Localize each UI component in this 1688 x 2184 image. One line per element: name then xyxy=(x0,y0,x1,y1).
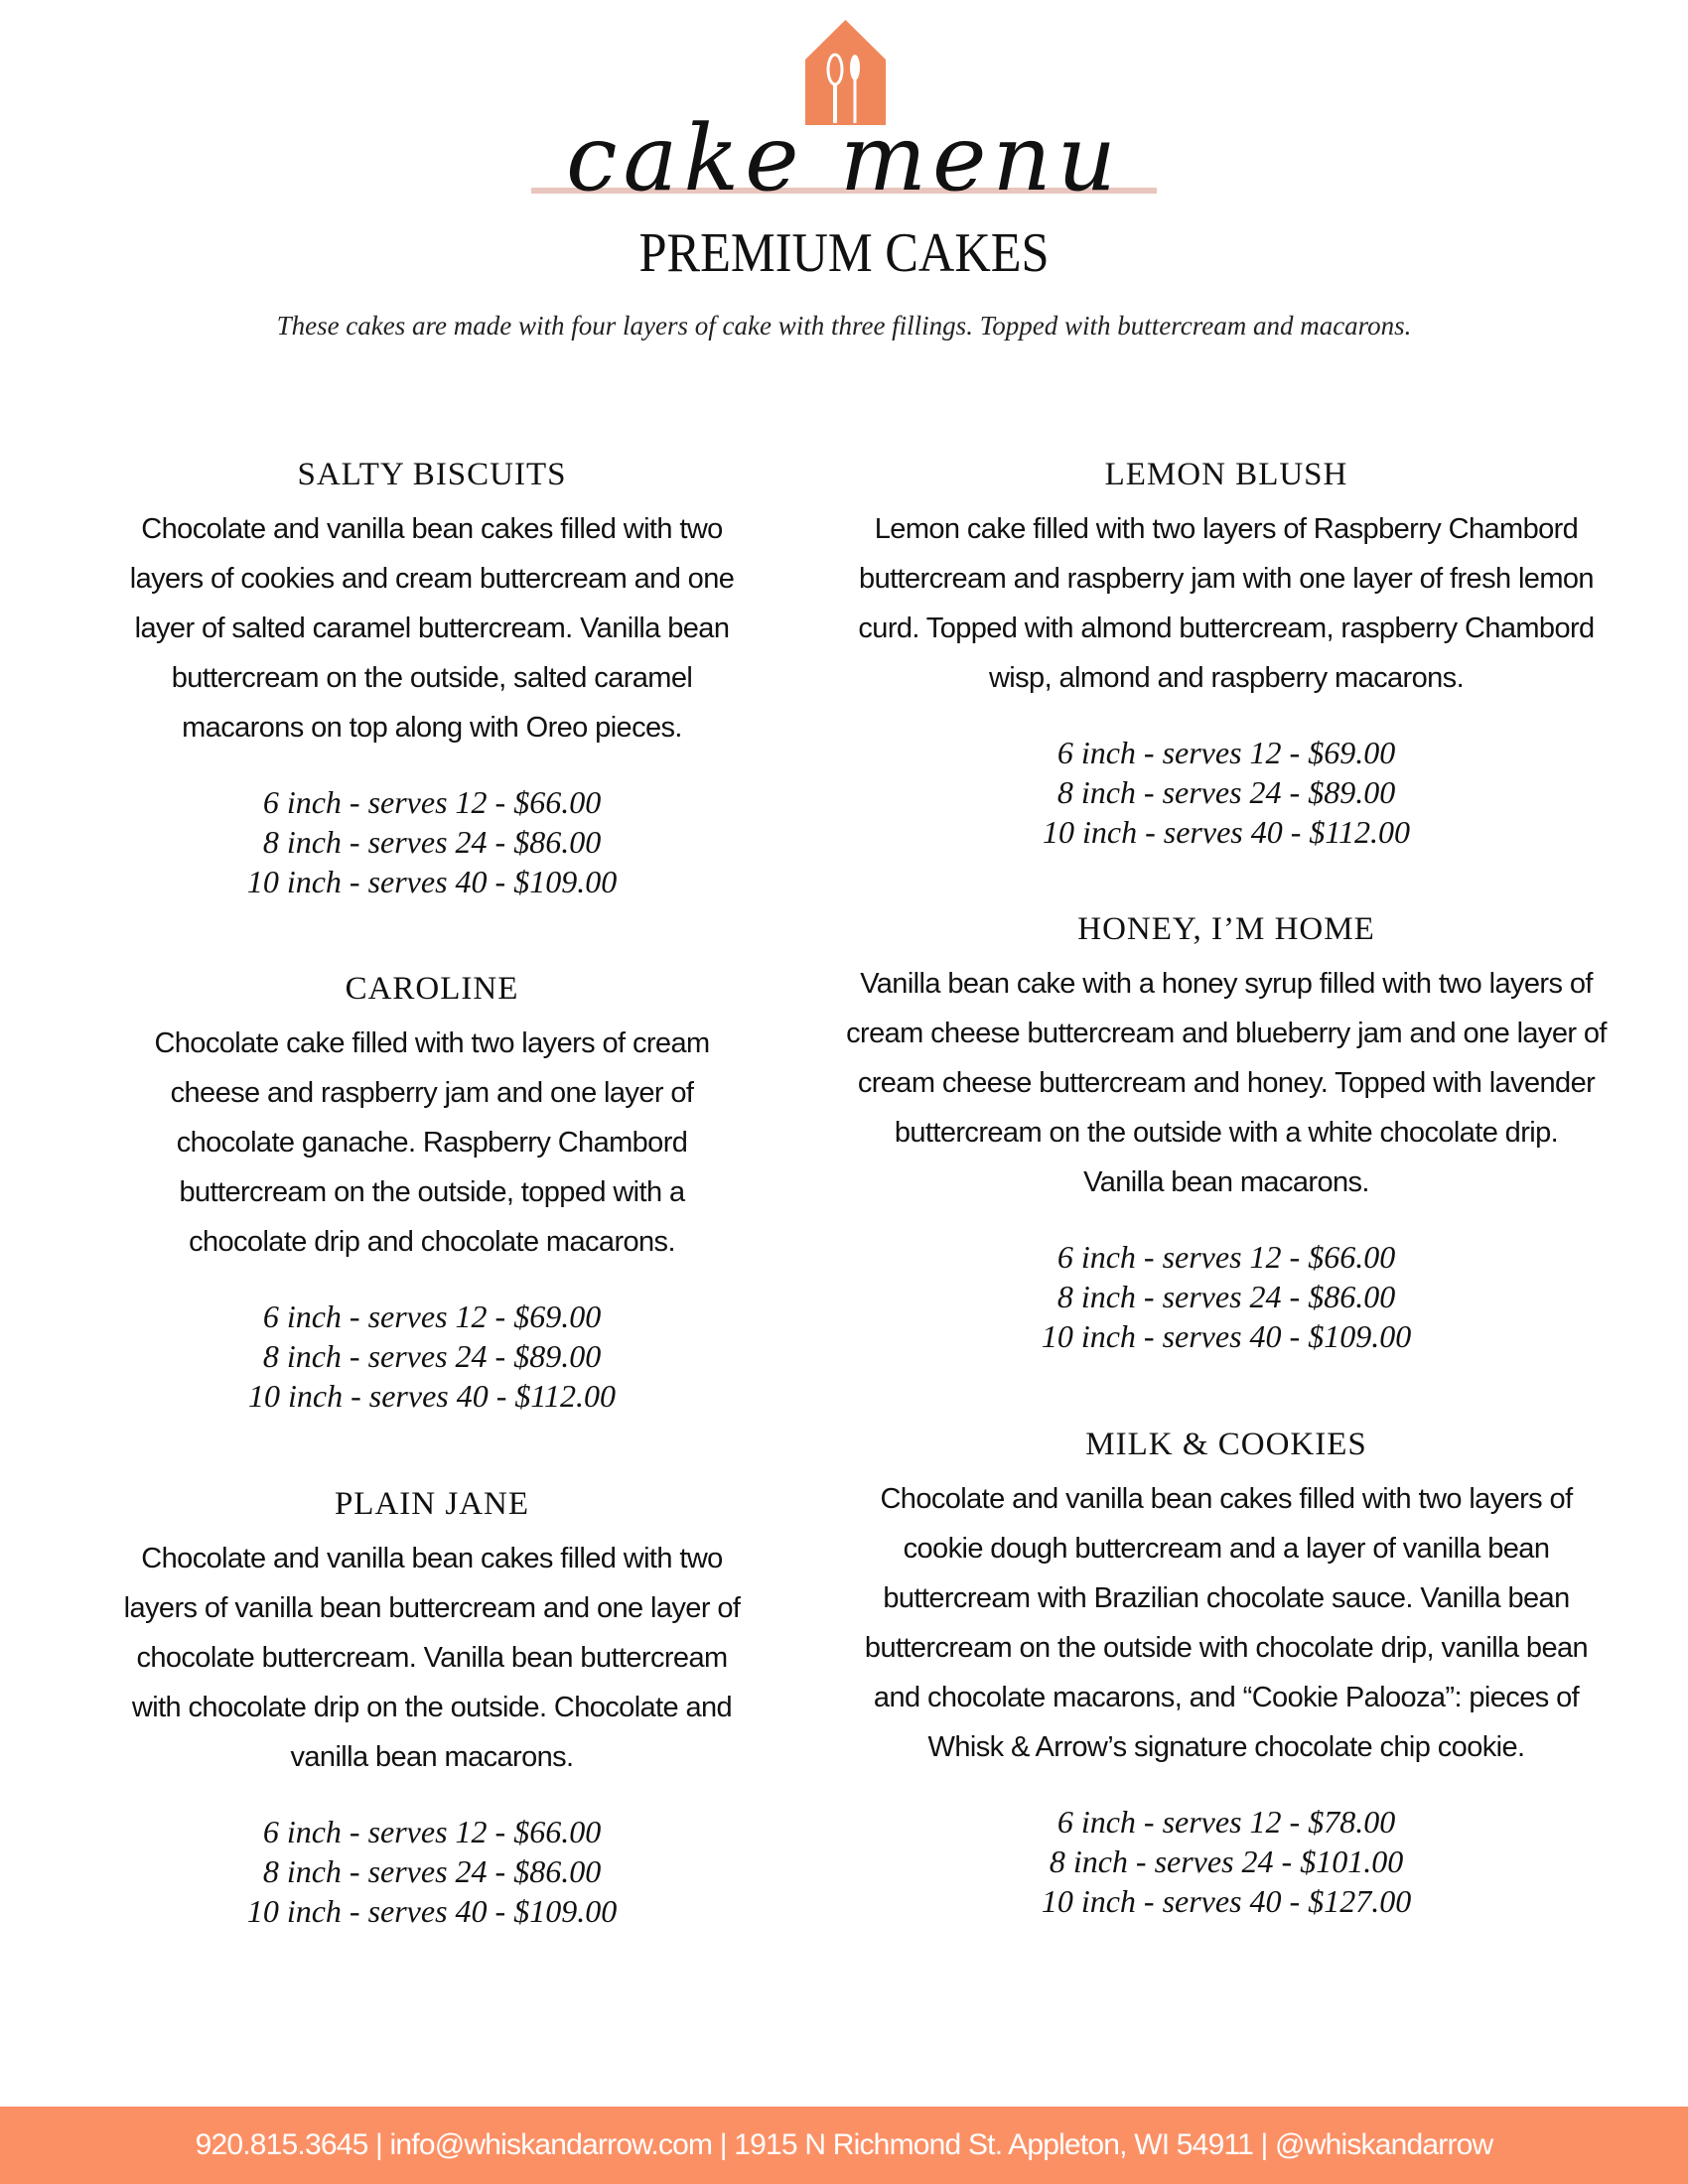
price-item: 6 inch - serves 12 - $69.00 xyxy=(1056,735,1396,770)
price-item: 8 inch - serves 24 - $86.00 xyxy=(262,1853,602,1889)
price-item: 6 inch - serves 12 - $69.00 xyxy=(262,1298,602,1334)
cake-description xyxy=(829,504,1623,703)
description-line: curd. Topped with almond buttercream, raspberry Chambord xyxy=(858,613,1595,644)
price-list xyxy=(829,1237,1623,1356)
description-line: cheese and raspberry jam and one layer of xyxy=(170,1077,694,1109)
description-line: layer of salted caramel buttercream. Vanilla bean xyxy=(134,613,730,644)
cake-lemon-blush xyxy=(829,453,1623,852)
cake-description xyxy=(829,1474,1623,1772)
price-item: 8 inch - serves 24 - $89.00 xyxy=(262,1338,602,1374)
price-list xyxy=(829,733,1623,852)
cake-name: MILK & COOKIES xyxy=(1085,1427,1367,1462)
description-line: Chocolate and vanilla bean cakes filled with two xyxy=(141,1543,723,1574)
description-line: cream cheese buttercream and honey. Topped with lavender xyxy=(857,1067,1596,1099)
description-line: with chocolate drip on the outside. Chocolate and xyxy=(131,1692,733,1723)
price-list xyxy=(35,782,829,901)
cake-name: CAROLINE xyxy=(345,971,519,1007)
cake-description xyxy=(35,504,829,752)
script-title: cake menu xyxy=(566,105,1122,211)
price-list xyxy=(35,1812,829,1931)
price-item: 10 inch - serves 40 - $109.00 xyxy=(246,864,618,899)
description-line: Chocolate cake filled with two layers of cream xyxy=(154,1027,710,1059)
price-item: 10 inch - serves 40 - $109.00 xyxy=(246,1893,618,1929)
price-item: 8 inch - serves 24 - $86.00 xyxy=(262,824,602,860)
description-line: layers of cookies and cream buttercream and one xyxy=(129,563,735,595)
cake-description xyxy=(35,1534,829,1782)
description-line: buttercream on the outside, topped with a xyxy=(179,1176,685,1208)
price-item: 10 inch - serves 40 - $109.00 xyxy=(1041,1318,1412,1354)
description-line: wisp, almond and raspberry macarons. xyxy=(988,662,1465,694)
cake-honey-im-home xyxy=(829,907,1623,1356)
description-line: buttercream on the outside with a white chocolate drip. xyxy=(894,1117,1559,1149)
description-line: Chocolate and vanilla bean cakes filled with two layers of xyxy=(880,1483,1573,1515)
price-item: 8 inch - serves 24 - $101.00 xyxy=(1049,1843,1404,1879)
price-item: 6 inch - serves 12 - $78.00 xyxy=(1056,1804,1396,1840)
description-line: macarons on top along with Oreo pieces. xyxy=(182,712,682,744)
description-line: chocolate drip and chocolate macarons. xyxy=(189,1226,675,1258)
description-line: buttercream with Brazilian chocolate sauce. Vanilla bean xyxy=(883,1582,1570,1614)
price-item: 6 inch - serves 12 - $66.00 xyxy=(262,1814,602,1849)
description-line: buttercream on the outside, salted caramel xyxy=(171,662,693,694)
description-line: Vanilla bean macarons. xyxy=(1083,1166,1369,1198)
description-line: and chocolate macarons, and “Cookie Palooza”: pieces of xyxy=(873,1682,1580,1713)
description-line: cookie dough buttercream and a layer of vanilla bean xyxy=(903,1533,1550,1565)
description-line: Lemon cake filled with two layers of Raspberry Chambord xyxy=(874,513,1579,545)
description-line: chocolate buttercream. Vanilla bean buttercream xyxy=(136,1642,728,1674)
cake-description xyxy=(829,959,1623,1207)
description-line: buttercream and raspberry jam with one layer of fresh lemon xyxy=(859,563,1594,595)
price-item: 10 inch - serves 40 - $112.00 xyxy=(1043,814,1410,850)
cake-name: LEMON BLUSH xyxy=(1104,457,1348,492)
price-list xyxy=(829,1802,1623,1921)
price-item: 10 inch - serves 40 - $127.00 xyxy=(1041,1883,1412,1919)
cake-milk-and-cookies xyxy=(829,1423,1623,1921)
description-line: chocolate ganache. Raspberry Chambord xyxy=(176,1127,688,1159)
cake-caroline xyxy=(35,967,829,1416)
price-list xyxy=(35,1297,829,1416)
price-item: 8 inch - serves 24 - $86.00 xyxy=(1056,1279,1396,1314)
price-item: 6 inch - serves 12 - $66.00 xyxy=(1056,1239,1396,1275)
description-line: layers of vanilla bean buttercream and one layer of xyxy=(123,1592,741,1624)
cake-plain-jane xyxy=(35,1482,829,1931)
price-item: 6 inch - serves 12 - $66.00 xyxy=(262,784,602,820)
cake-name: PLAIN JANE xyxy=(334,1486,530,1522)
description-line: vanilla bean macarons. xyxy=(290,1741,574,1773)
cake-description xyxy=(35,1019,829,1267)
page-subtitle: These cakes are made with four layers of cake with three fillings. Topped with buttercream and macarons. xyxy=(276,311,1412,341)
contact-footer: 920.815.3645 | info@whiskandarrow.com | 1915 N Richmond St. Appleton, WI 54911 | @whiskandarrow xyxy=(0,2107,1688,2184)
description-line: Whisk & Arrow’s signature chocolate chip cookie. xyxy=(927,1731,1525,1763)
cake-salty-biscuits xyxy=(35,453,829,901)
cake-name: SALTY BISCUITS xyxy=(297,457,567,492)
page-title: PREMIUM CAKES xyxy=(638,222,1050,284)
description-line: cream cheese buttercream and blueberry jam and one layer of xyxy=(846,1018,1607,1049)
cake-name: HONEY, I’M HOME xyxy=(1077,911,1375,947)
price-item: 8 inch - serves 24 - $89.00 xyxy=(1056,774,1396,810)
description-line: buttercream on the outside with chocolate drip, vanilla bean xyxy=(864,1632,1589,1664)
description-line: Vanilla bean cake with a honey syrup filled with two layers of xyxy=(860,968,1593,1000)
description-line: Chocolate and vanilla bean cakes filled with two xyxy=(141,513,723,545)
price-item: 10 inch - serves 40 - $112.00 xyxy=(248,1378,616,1414)
